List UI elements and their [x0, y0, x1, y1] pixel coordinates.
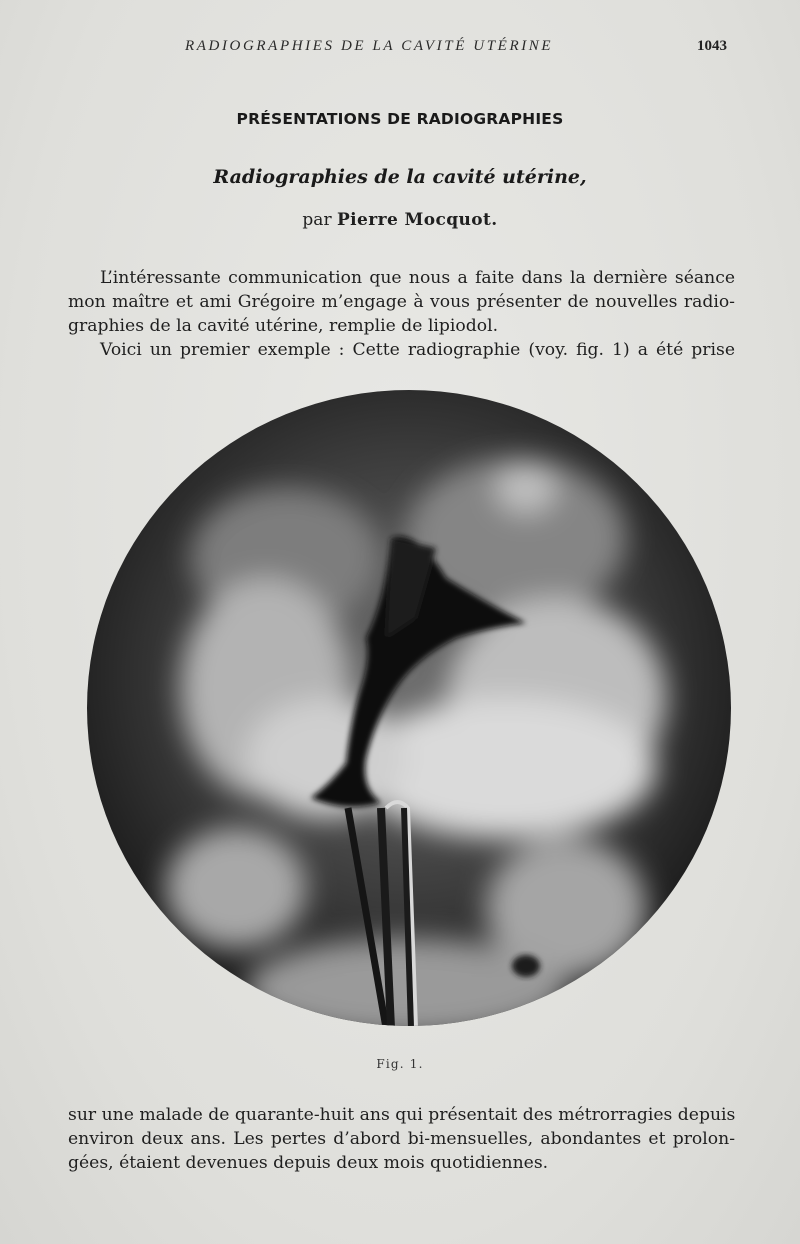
paragraph-example	[68, 338, 735, 362]
text-line: L’intéressante communication que nous a faite dans la dernière séance	[100, 268, 735, 288]
text-line: mon maître et ami Grégoire m’engage à vous présenter de nouvelles radio-	[68, 292, 735, 312]
page-number: 1043	[697, 38, 727, 54]
text-line: graphies de la cavité utérine, remplie de lipiodol.	[68, 316, 499, 336]
byline	[0, 210, 800, 230]
running-head	[0, 38, 800, 62]
figure-caption: Fig. 1.	[376, 1057, 424, 1071]
paragraph-case	[68, 1103, 735, 1175]
text-line: environ deux ans. Les pertes d’abord bi-mensuelles, abondantes et prolon-	[68, 1129, 735, 1149]
section-heading: PRÉSENTATIONS DE RADIOGRAPHIES	[236, 110, 564, 128]
radiograph-image	[86, 388, 732, 1028]
article-title: Radiographies de la cavité utérine,	[213, 166, 587, 188]
running-head-title: RADIOGRAPHIES DE LA CAVITÉ UTÉRINE	[185, 38, 554, 54]
byline-prefix: par	[302, 210, 332, 230]
radiograph-figure	[86, 388, 732, 1028]
text-line: Voici un premier exemple : Cette radiographie (voy. fig. 1) a été prise	[100, 340, 735, 360]
text-line: sur une malade de quarante-huit ans qui présentait des métrorragies depuis	[68, 1105, 736, 1125]
text-line: gées, étaient devenues depuis deux mois quotidiennes.	[68, 1153, 549, 1173]
paragraph-intro	[68, 266, 735, 338]
author-name: Pierre Mocquot.	[336, 210, 498, 230]
